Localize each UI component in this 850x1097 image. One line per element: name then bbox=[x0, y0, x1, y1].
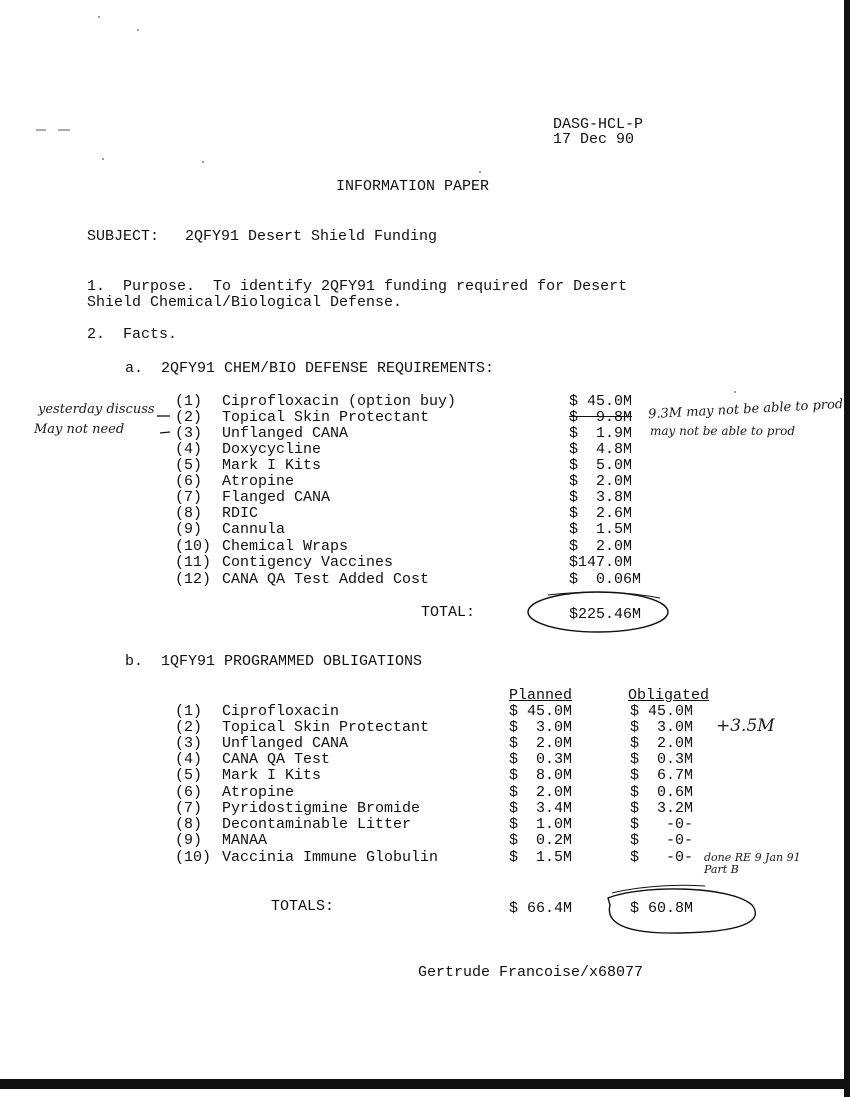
speck bbox=[102, 158, 104, 160]
item-number: (7) bbox=[175, 489, 203, 506]
item-name: Contigency Vaccines bbox=[222, 554, 394, 571]
purpose-line-2: Shield Chemical/Biological Defense. bbox=[87, 294, 403, 311]
speck bbox=[202, 161, 204, 163]
item-number: (6) bbox=[175, 473, 203, 490]
item-amount: $ 1.9M bbox=[569, 425, 633, 442]
subject-text: 2QFY91 Desert Shield Funding bbox=[185, 228, 438, 245]
section-b-totals-label: TOTALS: bbox=[271, 898, 335, 915]
item-number: (2) bbox=[175, 409, 203, 426]
item-name: Mark I Kits bbox=[222, 767, 322, 784]
item-number: (7) bbox=[175, 800, 203, 817]
item-name: Topical Skin Protectant bbox=[222, 409, 430, 426]
facts-heading: 2. Facts. bbox=[87, 326, 178, 343]
handwritten-note-left-2: May not need bbox=[34, 422, 125, 437]
handwritten-note-right-a3: may not be able to prod bbox=[650, 424, 796, 438]
item-name: CANA QA Test bbox=[222, 751, 331, 768]
section-b-heading: b. 1QFY91 PROGRAMMED OBLIGATIONS bbox=[125, 653, 423, 670]
item-name: Topical Skin Protectant bbox=[222, 719, 430, 736]
item-number: (3) bbox=[175, 425, 203, 442]
obligated-amount: $ 6.7M bbox=[630, 767, 694, 784]
obligated-amount: $ 3.0M bbox=[630, 719, 694, 736]
section-a-total-label: TOTAL: bbox=[421, 604, 476, 621]
item-amount: $ 0.06M bbox=[569, 571, 642, 588]
item-name: Unflanged CANA bbox=[222, 735, 349, 752]
item-amount: $ 2.0M bbox=[569, 538, 633, 555]
section-b-totals-planned: $ 66.4M bbox=[509, 900, 573, 917]
item-name: CANA QA Test Added Cost bbox=[222, 571, 430, 588]
item-name: MANAA bbox=[222, 832, 268, 849]
speck bbox=[98, 16, 100, 18]
page-title: INFORMATION PAPER bbox=[336, 178, 490, 195]
total-circle-a bbox=[528, 592, 668, 632]
handwritten-note-right-b2: +3.5M bbox=[716, 716, 775, 736]
obligated-amount: $ 2.0M bbox=[630, 735, 694, 752]
total-circle-b bbox=[608, 889, 755, 933]
section-b-totals-obligated: $ 60.8M bbox=[630, 900, 694, 917]
item-number: (4) bbox=[175, 751, 203, 768]
item-name: Chemical Wraps bbox=[222, 538, 349, 555]
item-name: Unflanged CANA bbox=[222, 425, 349, 442]
planned-amount: $ 2.0M bbox=[509, 735, 573, 752]
speck bbox=[479, 171, 481, 173]
item-name: Mark I Kits bbox=[222, 457, 322, 474]
item-name: Doxycycline bbox=[222, 441, 322, 458]
item-name: Atropine bbox=[222, 784, 295, 801]
planned-amount: $ 3.4M bbox=[509, 800, 573, 817]
column-header-planned: Planned bbox=[509, 687, 573, 704]
office-symbol: DASG-HCL-P bbox=[553, 116, 644, 133]
item-amount: $ 45.0M bbox=[569, 393, 633, 410]
handwritten-note-right-a2: 9.3M may not be able to prod. bbox=[647, 396, 848, 423]
item-name: Atropine bbox=[222, 473, 295, 490]
dash-mark bbox=[160, 432, 170, 433]
planned-amount: $ 3.0M bbox=[509, 719, 573, 736]
item-number: (12) bbox=[175, 571, 212, 588]
item-amount: $ 2.6M bbox=[569, 505, 633, 522]
item-number: (5) bbox=[175, 457, 203, 474]
obligated-amount: $ -0- bbox=[630, 832, 694, 849]
item-number: (1) bbox=[175, 703, 203, 720]
item-name: Ciprofloxacin bbox=[222, 703, 340, 720]
planned-amount: $ 8.0M bbox=[509, 767, 573, 784]
item-name: Vaccinia Immune Globulin bbox=[222, 849, 439, 866]
item-amount: $147.0M bbox=[569, 554, 633, 571]
item-number: (4) bbox=[175, 441, 203, 458]
item-amount: $ 5.0M bbox=[569, 457, 633, 474]
item-number: (3) bbox=[175, 735, 203, 752]
obligated-amount: $ 3.2M bbox=[630, 800, 694, 817]
item-name: Ciprofloxacin (option buy) bbox=[222, 393, 457, 410]
planned-amount: $ 0.3M bbox=[509, 751, 573, 768]
purpose-line-1: 1. Purpose. To identify 2QFY91 funding required for Desert bbox=[87, 278, 628, 295]
obligated-amount: $ -0- bbox=[630, 816, 694, 833]
item-number: (8) bbox=[175, 816, 203, 833]
speck bbox=[137, 29, 139, 31]
planned-amount: $ 0.2M bbox=[509, 832, 573, 849]
item-name: Pyridostigmine Bromide bbox=[222, 800, 421, 817]
item-name: Flanged CANA bbox=[222, 489, 331, 506]
column-header-obligated: Obligated bbox=[628, 687, 710, 704]
item-number: (1) bbox=[175, 393, 203, 410]
item-name: RDIC bbox=[222, 505, 259, 522]
item-number: (9) bbox=[175, 832, 203, 849]
speck bbox=[734, 391, 736, 393]
item-number: (9) bbox=[175, 521, 203, 538]
item-number: (10) bbox=[175, 538, 212, 555]
item-name: Cannula bbox=[222, 521, 286, 538]
obligated-amount: $ 45.0M bbox=[630, 703, 694, 720]
handwritten-note-left-1: yesterday discuss bbox=[38, 402, 155, 417]
obligated-amount: $ -0- bbox=[630, 849, 694, 866]
planned-amount: $ 45.0M bbox=[509, 703, 573, 720]
planned-amount: $ 1.0M bbox=[509, 816, 573, 833]
signature-line: Gertrude Francoise/x68077 bbox=[418, 964, 644, 981]
item-amount: $ 3.8M bbox=[569, 489, 633, 506]
item-amount: $ 1.5M bbox=[569, 521, 633, 538]
item-number: (11) bbox=[175, 554, 212, 571]
item-number: (5) bbox=[175, 767, 203, 784]
item-amount: $ 4.8M bbox=[569, 441, 633, 458]
planned-amount: $ 1.5M bbox=[509, 849, 573, 866]
planned-amount: $ 2.0M bbox=[509, 784, 573, 801]
item-amount: $ 2.0M bbox=[569, 473, 633, 490]
section-a-total-value: $225.46M bbox=[569, 606, 642, 623]
handwritten-note-right-b10: done RE 9 Jan 91 Part B bbox=[704, 851, 801, 876]
item-name: Decontaminable Litter bbox=[222, 816, 412, 833]
item-number: (10) bbox=[175, 849, 212, 866]
section-a-heading: a. 2QFY91 CHEM/BIO DEFENSE REQUIREMENTS: bbox=[125, 360, 495, 377]
item-number: (6) bbox=[175, 784, 203, 801]
item-number: (8) bbox=[175, 505, 203, 522]
obligated-amount: $ 0.6M bbox=[630, 784, 694, 801]
obligated-amount: $ 0.3M bbox=[630, 751, 694, 768]
item-number: (2) bbox=[175, 719, 203, 736]
subject-label: SUBJECT: bbox=[87, 228, 160, 245]
item-amount: $ 9.8M bbox=[569, 409, 633, 426]
document-date: 17 Dec 90 bbox=[553, 131, 635, 148]
